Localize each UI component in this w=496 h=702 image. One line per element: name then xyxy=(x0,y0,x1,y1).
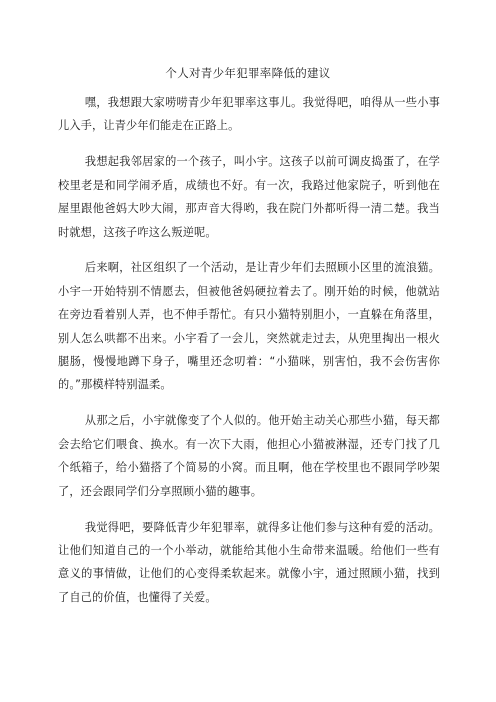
document-body xyxy=(58,91,440,622)
document-title: 个人对青少年犯罪率降低的建议 xyxy=(165,66,331,80)
paragraph-3: 后来啊，社区组织了一个活动，是让青少年们去照顾小区里的流浪猫。小宇一开始特别不情愿去，但被他爸妈硬拉着去了。刚开始的时候，他就站在旁边看着别人弄，也不伸手帮忙。有只小猫特别胆小，一直躲在角落里，别人怎么哄都不出来。小宇看了一会儿，突然就走过去，从兜里掏出一根火腿肠，慢慢地蹲下身子，嘴里还念叨着：“小猫咪，别害怕，我不会伤害你的。”那模样特别温柔。 xyxy=(58,261,440,392)
paragraph-4: 从那之后，小宇就像变了个人似的。他开始主动关心那些小猫，每天都会去给它们喂食、换水。有一次下大雨，他担心小猫被淋湿，还专门找了几个纸箱子，给小猫搭了个简易的小窝。而且啊，他在学校里也不跟同学吵架了，还会跟同学们分享照顾小猫的趣事。 xyxy=(58,414,440,498)
paragraph-2: 我想起我邻居家的一个孩子，叫小宇。这孩子以前可调皮捣蛋了，在学校里老是和同学闹矛盾，成绩也不好。有一次，我路过他家院子，听到他在屋里跟他爸妈大吵大闹，那声音大得哟，我在院门外都听得一清二楚。我当时就想，这孩子咋这么叛逆呢。 xyxy=(58,155,440,239)
paragraph-1: 嘿，我想跟大家唠唠青少年犯罪率这事儿。我觉得吧，咱得从一些小事儿入手，让青少年们能走在正路上。 xyxy=(58,96,440,133)
paragraph-5: 我觉得吧，要降低青少年犯罪率，就得多让他们参与这种有爱的活动。让他们知道自己的一个小举动，就能给其他小生命带来温暖。给他们一些有意义的事情做，让他们的心变得柔软起来。就像小宇，通过照顾小猫，找到了自己的价值，也懂得了关爱。 xyxy=(58,520,440,604)
